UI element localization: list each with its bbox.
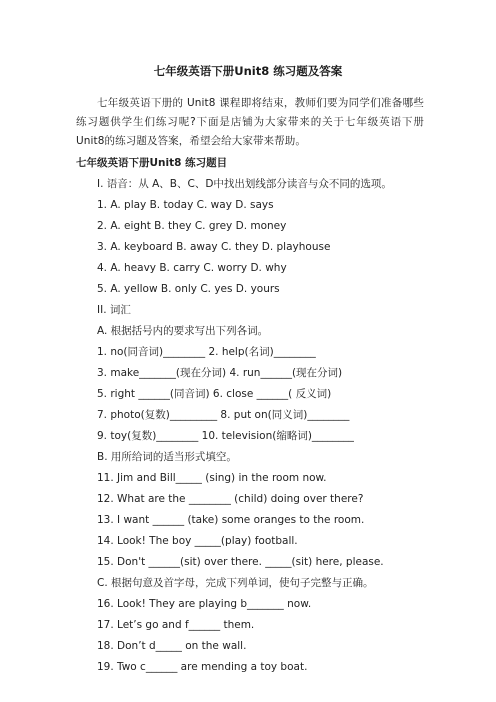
question-line: 1. A. play B. today C. way D. says <box>97 199 274 211</box>
question-line: 1. no(同音词)________ 2. help(名词)________ <box>97 346 316 358</box>
question-line: 7. photo(复数)_________ 8. put on(同义词)________ <box>97 409 350 421</box>
intro-paragraph: 七年级英语下册的 Unit8 课程即将结束，教师们要为同学们准备哪些练习题供学生们练习呢?下面是店铺为大家带来的关于七年级英语下册Unit8的练习题及答案，希望会给大家带来帮助。 <box>76 97 424 147</box>
question-line: 19. Two c______ are mending a toy boat. <box>97 661 308 673</box>
subpart-heading: A. 根据括号内的要求写出下列各词。 <box>97 325 269 337</box>
question-line: 12. What are the ________ (child) doing over there? <box>97 493 364 505</box>
section-heading: 七年级英语下册Unit8 练习题目 <box>76 157 228 169</box>
question-line: 17. Let’s go and f______ them. <box>97 619 255 631</box>
question-line: 16. Look! They are playing b_______ now. <box>97 598 312 610</box>
question-line: 3. make_______(现在分词) 4. run______(现在分词) <box>97 367 343 379</box>
question-line: 15. Don't ______(sit) over there. _____(sit) here, please. <box>97 556 384 568</box>
question-line: 4. A. heavy B. carry C. worry D. why <box>97 262 287 274</box>
question-line: 3. A. keyboard B. away C. they D. playhouse <box>97 241 331 253</box>
question-line: 18. Don’t d_____ on the wall. <box>97 640 247 652</box>
subpart-heading: C. 根据句意及首字母，完成下列单词，使句子完整与正确。 <box>97 577 374 589</box>
part-heading-phonetics: I. 语音：从 A、B、C、D中找出划线部分读音与众不同的选项。 <box>97 178 392 190</box>
document-title: 七年级英语下册Unit8 练习题及答案 <box>153 64 343 78</box>
question-line: 11. Jim and Bill_____ (sing) in the room now. <box>97 472 327 484</box>
question-line: 9. toy(复数)________ 10. television(缩略词)________ <box>97 430 354 442</box>
question-line: 13. I want ______ (take) some oranges to the room. <box>97 514 365 526</box>
question-line: 5. A. yellow B. only C. yes D. yours <box>97 283 280 295</box>
question-line: 5. right ______(同音词) 6. close ______( 反义词) <box>97 388 332 400</box>
question-line: 14. Look! The boy _____(play) football. <box>97 535 298 547</box>
subpart-heading: B. 用所给词的适当形式填空。 <box>97 451 237 463</box>
part-heading-vocabulary: II. 词汇 <box>97 304 131 316</box>
question-line: 2. A. eight B. they C. grey D. money <box>97 220 287 232</box>
